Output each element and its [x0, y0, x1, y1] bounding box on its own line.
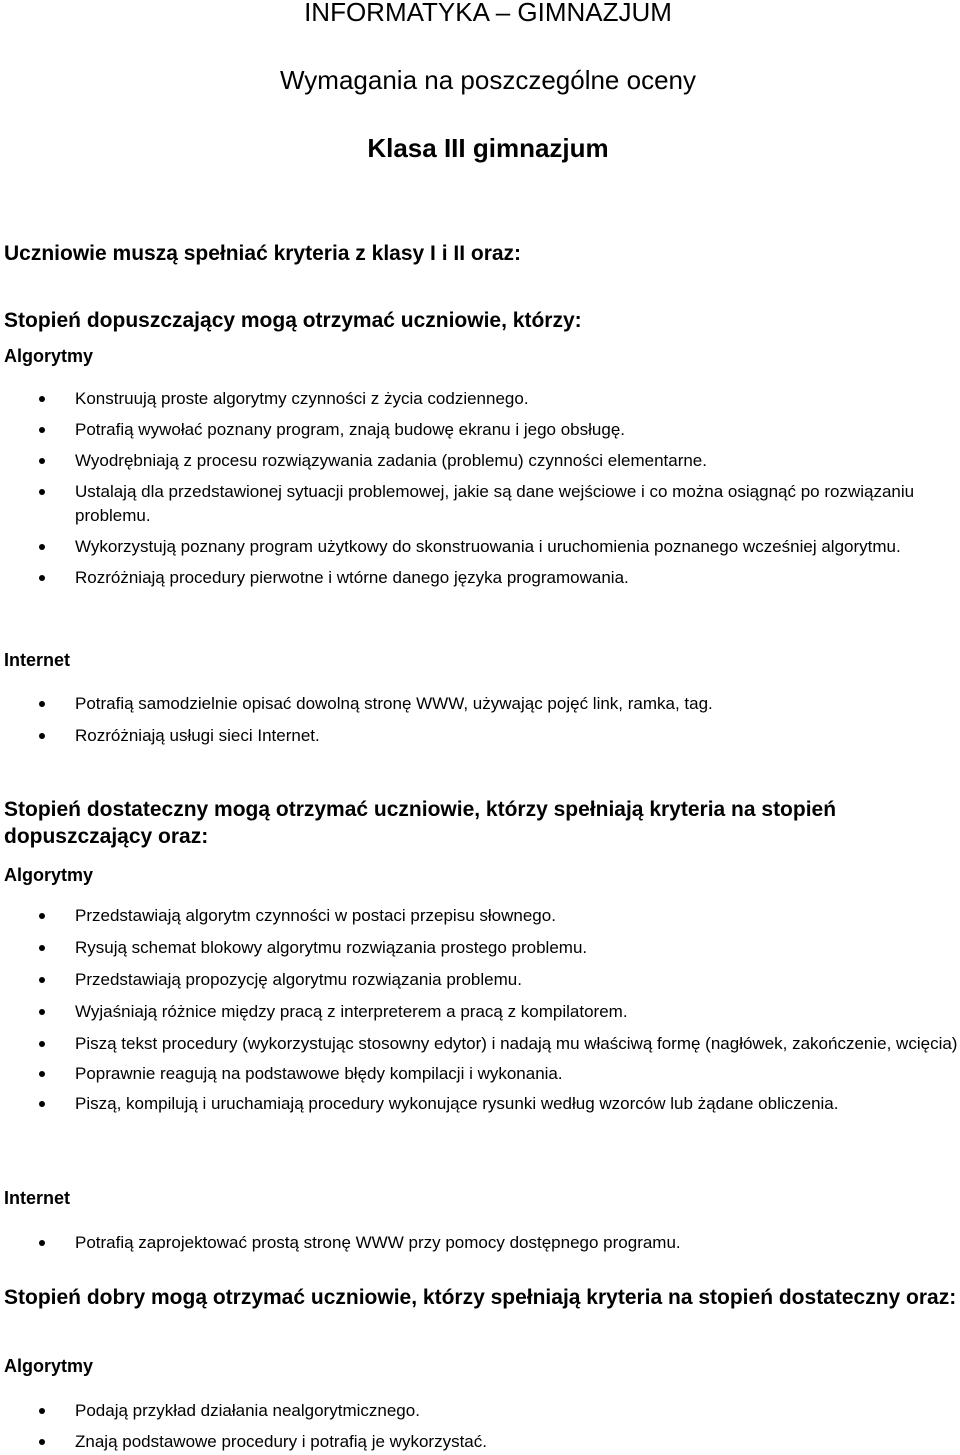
list-item	[0, 1000, 960, 1024]
bullet-icon	[39, 544, 45, 550]
document-title: INFORMATYKA – GIMNAZJUM	[304, 0, 672, 27]
bullet-icon	[39, 913, 45, 919]
list-item	[0, 418, 960, 442]
bullet-icon	[39, 733, 45, 739]
list-item	[0, 1430, 960, 1454]
bullet-icon	[39, 489, 45, 495]
intro-heading: Uczniowie muszą spełniać kryteria z klasy I i II oraz:	[4, 242, 522, 265]
bullet-icon	[39, 1439, 45, 1445]
list-item-text: Wykorzystują poznany program użytkowy do skonstruowania i uruchomienia poznanego wcześniej algorytmu.	[75, 537, 901, 556]
list-item-text: Wyjaśniają różnice między pracą z interpreterem a pracą z kompilatorem.	[75, 1002, 628, 1021]
bullet-list-dostateczny-algorytmy	[0, 904, 960, 1116]
bullet-icon	[39, 575, 45, 581]
list-item	[0, 968, 960, 992]
list-item	[0, 566, 960, 590]
bullet-list-dobry-algorytmy	[0, 1399, 960, 1454]
bullet-list-dostateczny-internet	[0, 1231, 960, 1255]
list-item	[0, 1032, 960, 1056]
list-item	[0, 724, 960, 748]
list-item-text: Wyodrębniają z procesu rozwiązywania zadania (problemu) czynności elementarne.	[75, 451, 707, 470]
bullet-icon	[39, 701, 45, 707]
list-item-text: Poprawnie reagują na podstawowe błędy kompilacji i wykonania.	[75, 1064, 563, 1083]
bullet-icon	[39, 977, 45, 983]
list-item	[0, 1062, 960, 1086]
list-item-text: Piszą, kompilują i uruchamiają procedury wykonujące rysunki według wzorców lub żądane obliczenia.	[75, 1094, 839, 1113]
list-item-text: Potrafią samodzielnie opisać dowolną stronę WWW, używając pojęć link, ramka, tag.	[75, 694, 713, 713]
bullet-icon	[39, 1009, 45, 1015]
bullet-icon	[39, 1071, 45, 1077]
bullet-icon	[39, 945, 45, 951]
section-heading-dostateczny: Stopień dostateczny mogą otrzymać uczniowie, którzy spełniają kryteria na stopień dopuszczający oraz:	[4, 798, 837, 848]
list-item-text: Ustalają dla przedstawionej sytuacji problemowej, jakie są dane wejściowe i co można osiągnąć po rozwiązaniu problemu.	[75, 482, 915, 525]
list-item	[0, 1092, 960, 1116]
list-item	[0, 1231, 960, 1255]
list-item	[0, 1399, 960, 1423]
bullet-icon	[39, 1240, 45, 1246]
list-item-text: Konstruują proste algorytmy czynności z życia codziennego.	[75, 389, 529, 408]
list-item	[0, 692, 960, 716]
group-label-algorytmy: Algorytmy	[4, 346, 94, 366]
group-label-internet: Internet	[4, 650, 71, 670]
list-item-text: Potrafią wywołać poznany program, znają budowę ekranu i jego obsługę.	[75, 420, 625, 439]
section-heading-dopuszczajacy: Stopień dopuszczający mogą otrzymać uczniowie, którzy:	[4, 309, 582, 332]
list-item	[0, 535, 960, 559]
group-label-algorytmy: Algorytmy	[4, 865, 94, 885]
section-heading-dobry: Stopień dobry mogą otrzymać uczniowie, którzy spełniają kryteria na stopień dostateczny oraz:	[4, 1286, 957, 1309]
list-item-text: Znają podstawowe procedury i potrafią je wykorzystać.	[75, 1432, 487, 1451]
bullet-icon	[39, 1408, 45, 1414]
class-title: Klasa III gimnazjum	[367, 133, 609, 163]
bullet-icon	[39, 458, 45, 464]
document-subtitle: Wymagania na poszczególne oceny	[279, 65, 696, 95]
list-item-text: Podają przykład działania nealgorytmicznego.	[75, 1401, 420, 1420]
bullet-list-dopuszczajacy-internet	[0, 692, 960, 748]
list-item-text: Rysują schemat blokowy algorytmu rozwiązania prostego problemu.	[75, 938, 588, 957]
list-item	[0, 449, 960, 473]
group-label-internet: Internet	[4, 1188, 71, 1208]
list-item	[0, 387, 960, 411]
group-label-algorytmy: Algorytmy	[4, 1356, 94, 1376]
list-item-text: Piszą tekst procedury (wykorzystując stosowny edytor) i nadają mu właściwą formę (nagłówek, zakończenie, wcięcia)	[75, 1034, 958, 1053]
bullet-icon	[39, 427, 45, 433]
bullet-icon	[39, 1041, 45, 1047]
list-item	[0, 936, 960, 960]
list-item-text: Przedstawiają propozycję algorytmu rozwiązania problemu.	[75, 970, 522, 989]
bullet-icon	[39, 396, 45, 402]
bullet-icon	[39, 1101, 45, 1107]
list-item-text: Rozróżniają usługi sieci Internet.	[75, 726, 320, 745]
bullet-list-dopuszczajacy-algorytmy	[0, 387, 960, 590]
list-item-text: Przedstawiają algorytm czynności w postaci przepisu słownego.	[75, 906, 556, 925]
list-item	[0, 480, 960, 528]
list-item-text: Potrafią zaprojektować prostą stronę WWW przy pomocy dostępnego programu.	[75, 1233, 681, 1252]
list-item	[0, 904, 960, 928]
list-item-text: Rozróżniają procedury pierwotne i wtórne danego języka programowania.	[75, 568, 629, 587]
